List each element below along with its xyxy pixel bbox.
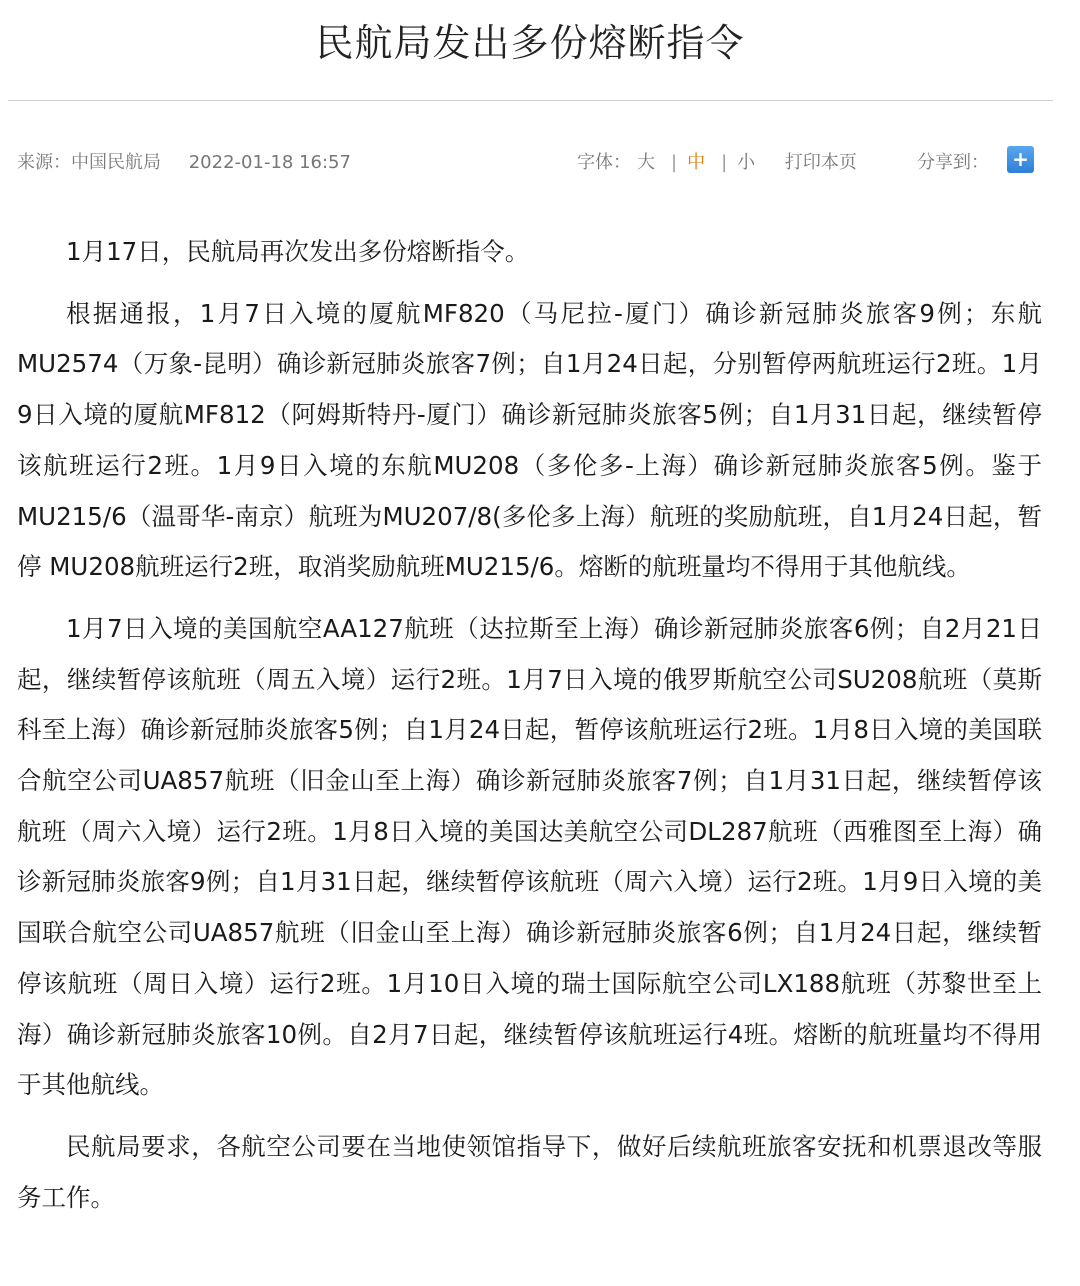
separator: | bbox=[671, 152, 678, 173]
font-medium-button[interactable]: 中 bbox=[687, 152, 706, 173]
font-size-tools bbox=[577, 148, 863, 174]
divider bbox=[8, 100, 1053, 101]
source: 来源：中国民航局 bbox=[17, 152, 161, 173]
publish-datetime: 2022-01-18 16:57 bbox=[188, 152, 351, 173]
share-plus-icon[interactable]: + bbox=[1007, 146, 1034, 173]
print-page-link[interactable]: 打印本页 bbox=[784, 152, 857, 173]
paragraph: 民航局要求，各航空公司要在当地使领馆指导下，做好后续航班旅客安抚和机票退改等服务工作。 bbox=[17, 1131, 1042, 1212]
paragraph: 1月7日入境的美国航空AA127航班（达拉斯至上海）确诊新冠肺炎旅客6例；自2月21日起，继续暂停该航班（周五入境）运行2班。1月7日入境的俄罗斯航空公司SU208航班（莫斯科至上海）确诊新冠肺炎旅客5例；自1月24日起，暂停该航班运行2班。1月8日入境的美国联合航空公司UA857航班（旧金山至上海）确诊新冠肺炎旅客7例；自1月31日起，继续暂停该航班（周六入境）运行2班。1月8日入境的美国达美航空公司DL287航班（西雅图至上海）确诊新冠肺炎旅客9例；自1月31日起，继续暂停该航班（周六入境）运行2班。1月9日入境的美国联合航空公司UA857航班（旧金山至上海）确诊新冠肺炎旅客6例；自1月24日起，继续暂停该航班（周日入境）运行2班。1月10日入境的瑞士国际航空公司LX188航班（苏黎世至上海）确诊新冠肺炎旅客10例。自2月7日起，继续暂停该航班运行4班。熔断的航班量均不得用于其他航线。 bbox=[17, 613, 1042, 1100]
separator: | bbox=[721, 152, 728, 173]
share-label: 分享到： bbox=[917, 152, 989, 173]
paragraph: 1月17日，民航局再次发出多份熔断指令。 bbox=[66, 237, 530, 266]
article-title: 民航局发出多份熔断指令 bbox=[315, 21, 745, 65]
article-meta bbox=[17, 148, 1040, 174]
paragraph: 根据通报，1月7日入境的厦航MF820（马尼拉-厦门）确诊新冠肺炎旅客9例；东航MU2574（万象-昆明）确诊新冠肺炎旅客7例；自1月24日起，分别暂停两航班运行2班。1月9日入境的厦航MF812（阿姆斯特丹-厦门）确诊新冠肺炎旅客5例；自1月31日起，继续暂停该航班运行2班。1月9日入境的东航MU208（多伦多-上海）确诊新冠肺炎旅客5例。鉴于MU215/6（温哥华-南京）航班为MU207/8(多伦多上海）航班的奖励航班，自1月24日起，暂停 MU208航班运行2班，取消奖励航班MU215/6。熔断的航班量均不得用于其他航线。 bbox=[17, 298, 1042, 582]
font-size-label: 字体： bbox=[577, 152, 631, 173]
font-large-button[interactable]: 大 bbox=[637, 152, 655, 173]
article-body bbox=[17, 227, 1042, 1234]
font-small-button[interactable]: 小 bbox=[737, 152, 756, 173]
